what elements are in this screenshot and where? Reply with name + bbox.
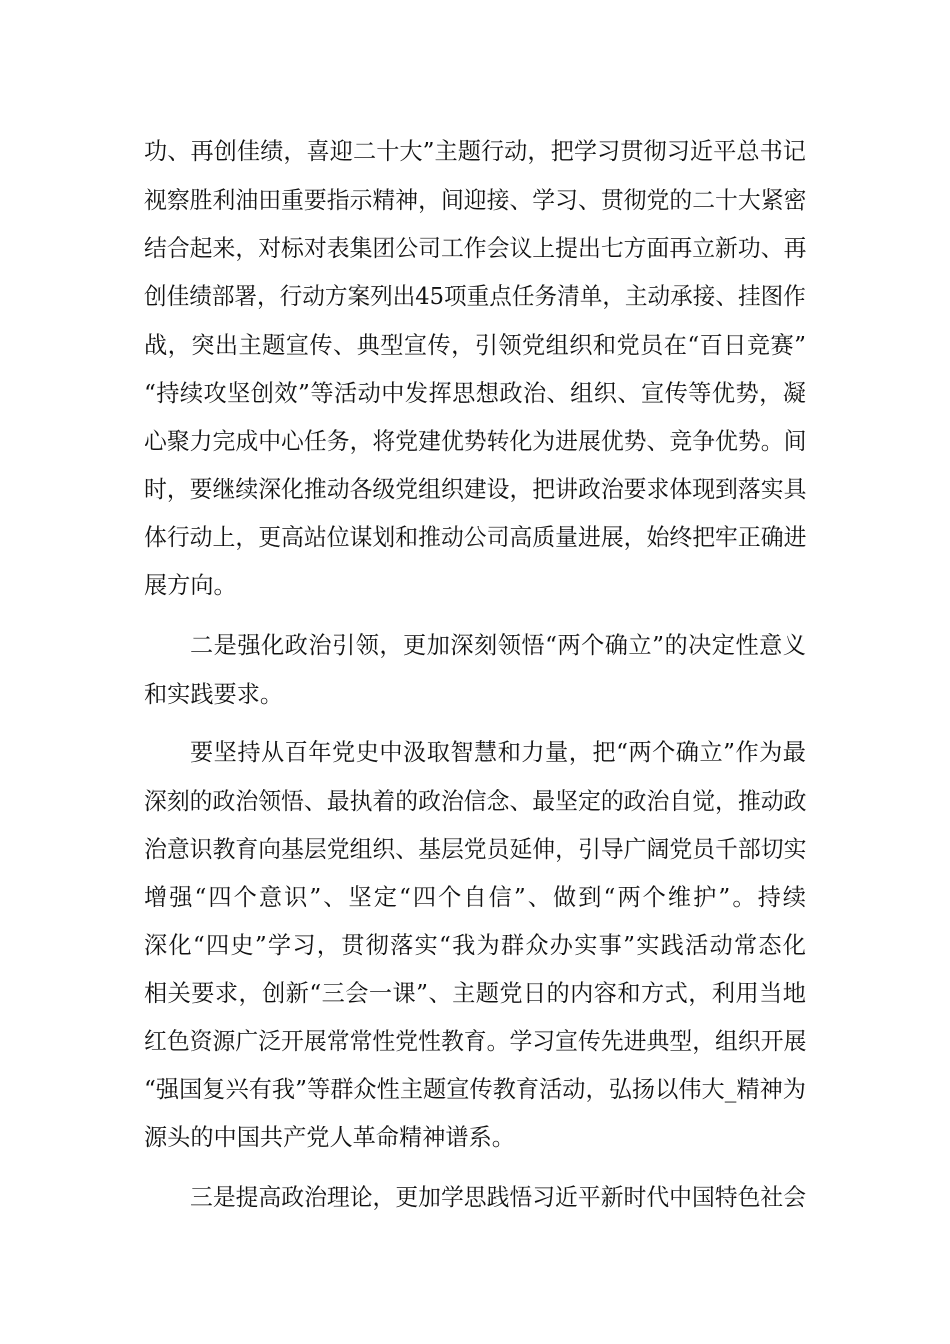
paragraph-1-line-7: 心聚力完成中心任务，将党建优势转化为进展优势、竞争优势。间: [144, 428, 807, 455]
paragraph-3-line-6: 相关要求，创新“三会一课”、主题党日的内容和方式，利用当地: [144, 980, 806, 1007]
paragraph-1-line-5: 战，突出主题宣传、典型宣传，引领党组织和党员在“百日竞赛”: [144, 332, 806, 359]
paragraph-1-line-8: 时，要继续深化推动各级党组织建设，把讲政治要求体现到落实具: [144, 476, 807, 503]
paragraph-2-line-2: 和实践要求。: [144, 681, 284, 708]
paragraph-3-line-4: 增强“四个意识”、坚定“四个自信”、做到“两个维护”。持续: [144, 884, 806, 911]
paragraph-3-line-8: “强国复兴有我”等群众性主题宣传教育活动，弘扬以伟大_精神为: [144, 1076, 806, 1103]
paragraph-1-line-3: 结合起来，对标对表集团公司工作会议上提出七方面再立新功、再: [144, 235, 807, 262]
paragraph-1-line-4: 创佳绩部署，行动方案列出45项重点任务清单，主动承接、挂图作: [144, 283, 806, 310]
paragraph-3-line-5: 深化“四史”学习，贯彻落实“我为群众办实事”实践活动常态化: [144, 932, 806, 959]
paragraph-1-line-10: 展方向。: [144, 572, 237, 599]
paragraph-3-line-7: 红色资源广泛开展常常性党性教育。学习宣传先进典型，组织开展: [144, 1028, 807, 1055]
paragraph-3-line-2: 深刻的政治领悟、最执着的政治信念、最坚定的政治自觉，推动政: [144, 788, 807, 815]
paragraph-1-line-9: 体行动上，更高站位谋划和推动公司高质量进展，始终把牢正确进: [144, 524, 807, 551]
paragraph-1-line-6: “持续攻坚创效”等活动中发挥思想政治、组织、宣传等优势，凝: [144, 380, 806, 407]
paragraph-3-line-1: 要坚持从百年党史中汲取智慧和力量，把“两个确立”作为最: [190, 739, 806, 766]
paragraph-4-line-1: 三是提高政治理论，更加学思践悟习近平新时代中国特色社会: [190, 1184, 807, 1211]
paragraph-2-line-1: 二是强化政治引领，更加深刻领悟“两个确立”的决定性意义: [190, 632, 806, 659]
paragraph-3-line-9: 源头的中国共产党人革命精神谱系。: [144, 1124, 515, 1151]
paragraph-1-line-1: 功、再创佳绩，喜迎二十大”主题行动，把学习贯彻习近平总书记: [144, 138, 806, 165]
paragraph-3-line-3: 治意识教育向基层党组织、基层党员延伸，引导广阔党员千部切实: [144, 836, 807, 863]
paragraph-1-line-2: 视察胜利油田重要指示精神，间迎接、学习、贯彻党的二十大紧密: [144, 187, 807, 214]
